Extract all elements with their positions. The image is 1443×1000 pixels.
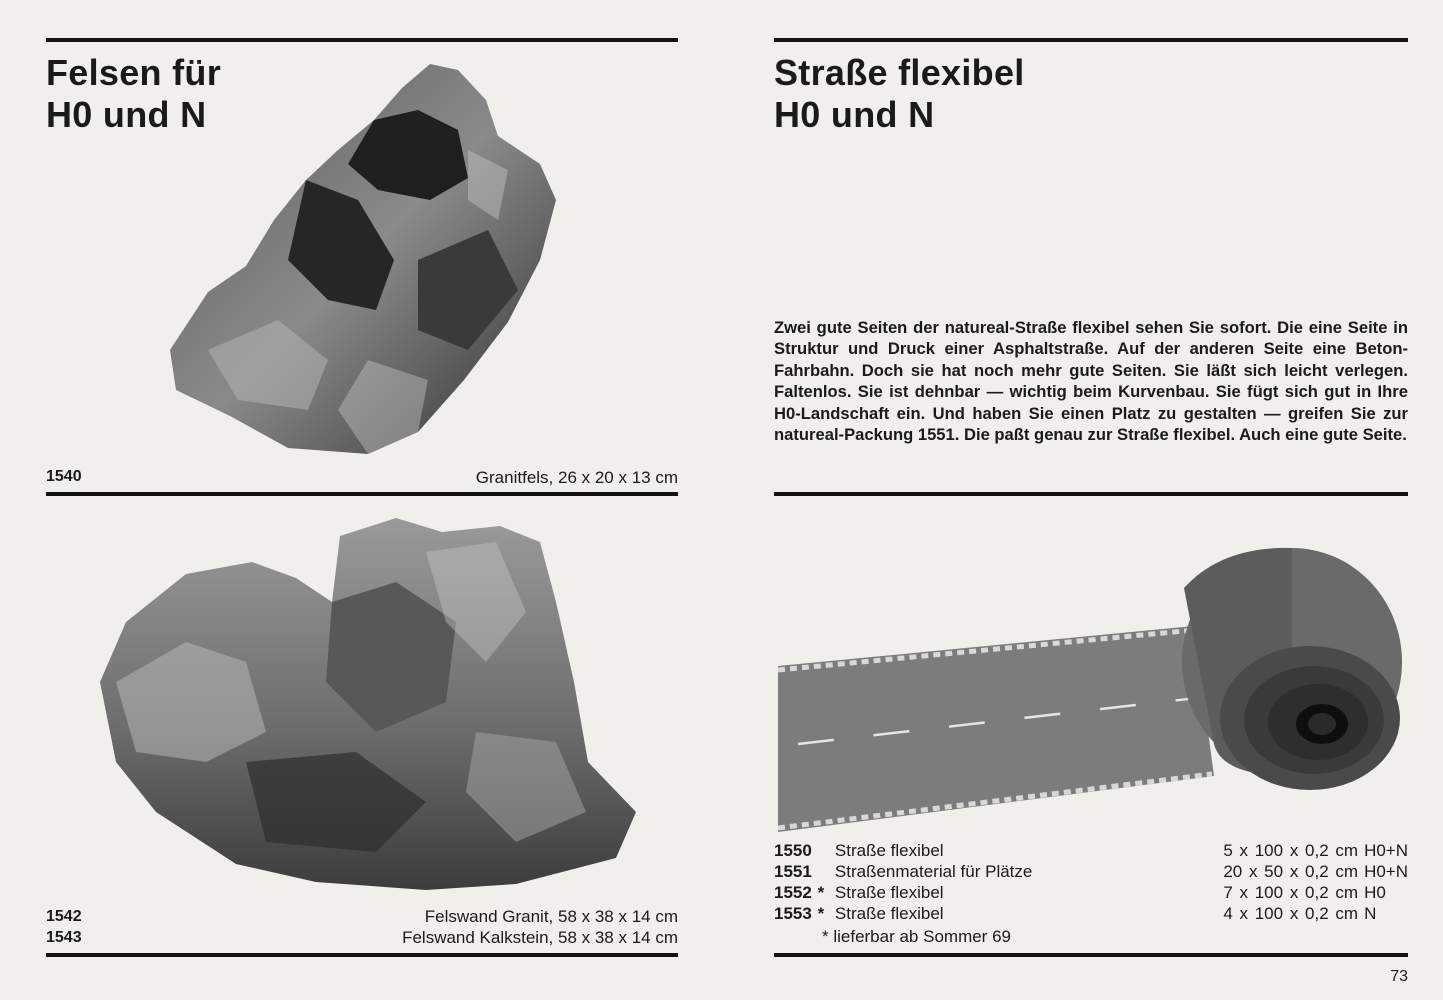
spec-star — [818, 840, 835, 861]
left-page-title: Felsen für H0 und N — [46, 52, 222, 135]
spec-code: 1550 — [774, 841, 812, 860]
left-bottom-rule — [46, 953, 678, 957]
spec-row — [774, 861, 1408, 882]
spec-name: Straße flexibel — [834, 841, 944, 860]
spec-row — [774, 903, 1408, 924]
spec-scale: N — [1364, 904, 1377, 923]
rock-wall-caption-1: Felswand Granit, 58 x 38 x 14 cm — [424, 907, 678, 926]
spec-star — [818, 861, 835, 882]
right-top-rule — [774, 38, 1408, 42]
left-middle-rule — [46, 492, 678, 496]
spec-dims: 7 x 100 x 0,2 cm — [1223, 883, 1359, 902]
spec-name: Straße flexibel — [834, 904, 944, 923]
spec-name: Straße flexibel — [834, 883, 944, 902]
spec-scale: H0+N — [1364, 862, 1408, 881]
spec-star: * — [817, 904, 825, 923]
spec-scale: H0 — [1364, 883, 1386, 902]
rock-wall-photo — [96, 512, 640, 896]
rock-wall-code-2: 1543 — [46, 929, 82, 946]
spec-dims: 4 x 100 x 0,2 cm — [1223, 904, 1359, 923]
spec-row — [774, 840, 1408, 861]
product-spec-table — [774, 840, 1408, 924]
spec-scale: H0+N — [1364, 841, 1408, 860]
left-top-rule — [46, 38, 678, 42]
page-number: 73 — [1390, 968, 1408, 985]
spec-code: 1551 — [774, 862, 812, 881]
spec-code: 1552 — [774, 883, 812, 902]
right-bottom-rule — [774, 953, 1408, 957]
rock-wall-code-1: 1542 — [46, 908, 82, 925]
spec-name: Straßenmaterial für Plätze — [834, 862, 1033, 881]
granite-rock-photo — [168, 60, 560, 464]
spec-dims: 20 x 50 x 0,2 cm — [1223, 862, 1359, 881]
road-roll-photo — [774, 530, 1408, 840]
spec-row — [774, 882, 1408, 903]
granite-code: 1540 — [46, 468, 82, 485]
spec-code: 1553 — [774, 904, 812, 923]
spec-star: * — [817, 883, 825, 902]
right-middle-rule — [774, 492, 1408, 496]
rock-wall-caption-2: Felswand Kalkstein, 58 x 38 x 14 cm — [402, 928, 678, 947]
product-description: Zwei gute Seiten der natureal-Straße flexibel sehen Sie sofort. Die eine Seite in Struktur und Druck einer Asphaltstraße. Auf der anderen Seite eine Beton-Fahrbahn. Doch sie hat noch mehr gute Seiten. Sie läßt sich leicht verlegen. Faltenlos. Sie ist dehnbar — wichtig beim Kurvenbau. Sie fügt sich gut in Ihre H0-Landschaft ein. Und haben Sie einen Platz zu gestalten — greifen Sie zur natureal-Packung 1551. Die paßt genau zur Straße flexibel. Auch eine gute Seite. — [774, 318, 1408, 445]
right-page-title: Straße flexibel H0 und N — [774, 52, 1025, 135]
granite-caption: Granitfels, 26 x 20 x 13 cm — [475, 468, 678, 487]
availability-footnote: * lieferbar ab Sommer 69 — [822, 927, 1011, 946]
spec-dims: 5 x 100 x 0,2 cm — [1223, 841, 1359, 860]
